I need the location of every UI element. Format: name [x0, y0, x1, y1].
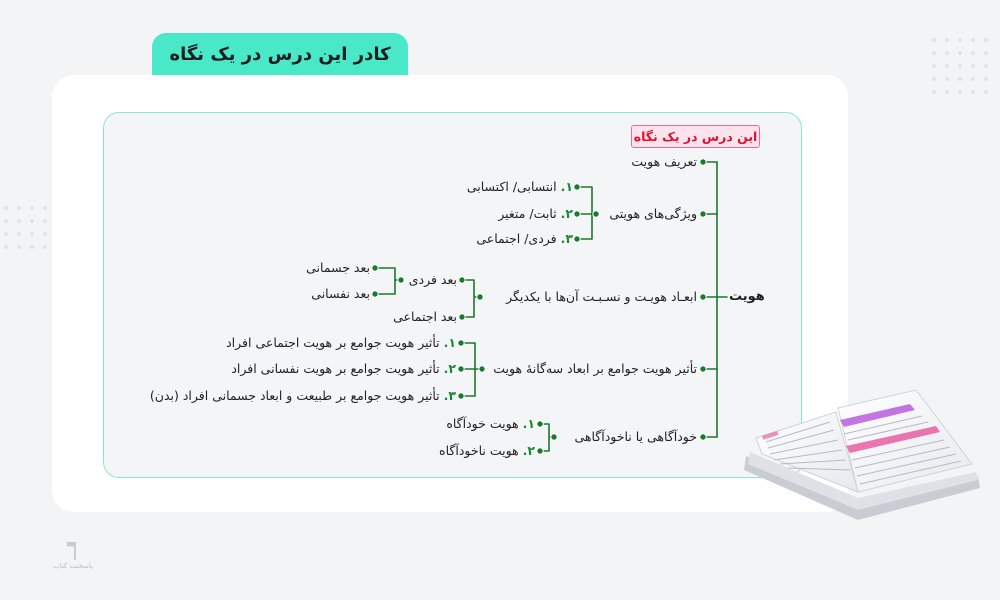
item-text: فردی/ اجتماعی	[476, 231, 561, 246]
decorative-dot	[945, 38, 949, 42]
item-number: ۲.	[443, 361, 456, 376]
decorative-dot	[30, 232, 34, 236]
decorative-dot	[932, 38, 936, 42]
decorative-dot	[971, 64, 975, 68]
node-definition: تعریف هویت	[631, 154, 697, 169]
decorative-dot	[984, 38, 988, 42]
node-features: ویژگی‌های هویتی	[609, 206, 697, 221]
node-impact: تأثیر هویت جوامع بر ابعاد سه‌گانۀ هویت	[493, 361, 697, 376]
item-text: هویت خودآگاه	[446, 416, 523, 431]
decorative-dot	[17, 206, 21, 210]
decorative-dot	[958, 64, 962, 68]
decorative-dot	[984, 51, 988, 55]
item-text: تأثیر هویت جوامع بر هویت نفسانی افراد	[231, 361, 444, 376]
decorative-dot	[17, 219, 21, 223]
decorative-dot	[43, 206, 47, 210]
node-awareness: خودآگاهی یا ناخودآگاهی	[574, 429, 697, 444]
item-number: ۳.	[443, 388, 456, 403]
node-mental: بعد نفسانی	[311, 286, 370, 301]
decorative-dot	[958, 51, 962, 55]
item-text: تأثیر هویت جوامع بر هویت اجتماعی افراد	[226, 335, 444, 350]
decorative-dot	[945, 77, 949, 81]
decorative-dot	[30, 245, 34, 249]
node-impact-3	[150, 388, 456, 404]
item-number: ۲.	[560, 206, 573, 221]
node-feature-3	[476, 231, 573, 247]
decorative-dot	[4, 245, 8, 249]
root-node: هویت	[729, 289, 765, 304]
decorative-dot	[4, 219, 8, 223]
item-number: ۲.	[522, 443, 535, 458]
item-number: ۳.	[560, 231, 573, 246]
decorative-dot	[932, 64, 936, 68]
decorative-dot	[945, 51, 949, 55]
node-awareness-1	[446, 416, 535, 432]
decorative-dot	[932, 90, 936, 94]
decorative-dot	[971, 77, 975, 81]
decorative-dot	[945, 64, 949, 68]
decorative-dot	[43, 245, 47, 249]
item-text: ثابت/ متغیر	[498, 206, 561, 221]
decorative-dot	[958, 38, 962, 42]
node-social: بعد اجتماعی	[393, 309, 457, 324]
node-physical: بعد جسمانی	[306, 260, 370, 275]
open-book-illustration	[740, 380, 985, 550]
decorative-dot	[984, 90, 988, 94]
decorative-dots-right	[932, 38, 988, 94]
decorative-dot	[984, 64, 988, 68]
decorative-dot	[971, 51, 975, 55]
node-impact-1	[226, 335, 456, 351]
diagram-heading: این درس در یک نگاه	[631, 125, 760, 148]
decorative-dot	[43, 219, 47, 223]
node-feature-1	[467, 179, 573, 195]
decorative-dot	[971, 90, 975, 94]
decorative-dot	[945, 90, 949, 94]
decorative-dot	[932, 51, 936, 55]
brand-logo	[50, 530, 96, 580]
node-awareness-2	[439, 443, 535, 459]
decorative-dots-left	[4, 206, 47, 249]
decorative-dot	[958, 77, 962, 81]
decorative-dot	[958, 90, 962, 94]
decorative-dot	[43, 232, 47, 236]
decorative-dot	[30, 219, 34, 223]
decorative-dot	[932, 77, 936, 81]
decorative-dot	[4, 206, 8, 210]
node-dimensions: ابعـاد هویـت و نسـبـت آن‌ها با یکدیگر	[506, 289, 697, 304]
decorative-dot	[30, 206, 34, 210]
decorative-dot	[971, 38, 975, 42]
decorative-dot	[17, 232, 21, 236]
title-tab: کادر این درس در یک نگاه	[152, 33, 408, 75]
item-number: ۱.	[560, 179, 573, 194]
decorative-dot	[984, 77, 988, 81]
item-text: هویت ناخودآگاه	[439, 443, 523, 458]
node-individual: بعد فردی	[408, 272, 457, 287]
logo-text: پاسخنت کتاب	[53, 562, 93, 570]
item-number: ۱.	[522, 416, 535, 431]
node-feature-2	[498, 206, 573, 222]
item-number: ۱.	[443, 335, 456, 350]
item-text: انتسابی/ اکتسابی	[466, 179, 561, 194]
item-text: تأثیر هویت جوامع بر طبیعت و ابعاد جسمانی افراد (بدن)	[149, 388, 444, 403]
decorative-dot	[4, 232, 8, 236]
decorative-dot	[17, 245, 21, 249]
node-impact-2	[231, 361, 456, 377]
logo-icon: ┑	[67, 530, 83, 560]
